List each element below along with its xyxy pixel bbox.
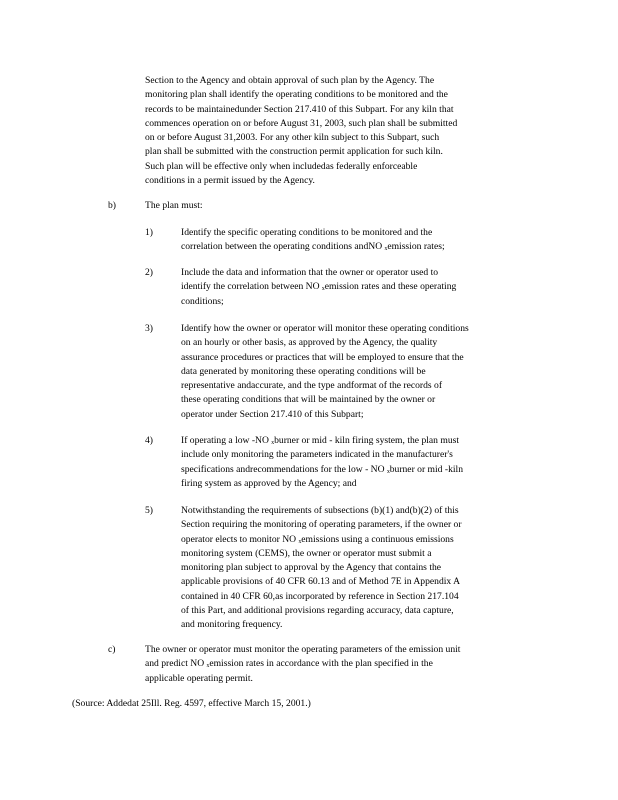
text-line: and predict NO ₓemission rates in accordance with the plan specified in the: [145, 658, 433, 670]
item-5-text: [181, 504, 462, 633]
text-line: contained in 40 CFR 60,as incorporated by reference in Section 217.104: [181, 590, 459, 602]
text-line: representative andaccurate, and the type andformat of the records of: [181, 380, 443, 392]
text-line: Include the data and information that the owner or operator used to: [181, 267, 439, 278]
text-line: identify the correlation between NO ₓemission rates and these operating: [181, 281, 457, 293]
text-line: commences operation on or before August 31, 2003, such plan shall be submitted: [145, 117, 458, 129]
text-line: Identify how the owner or operator will monitor these operating conditions: [181, 323, 469, 334]
text-line: Section to the Agency and obtain approval of such plan by the Agency. The: [145, 75, 435, 86]
text-line: records to be maintainedunder Section 217.410 of this Subpart. For any kiln that: [145, 103, 454, 115]
text-line: The owner or operator must monitor the operating parameters of the emission unit: [145, 644, 461, 655]
section-b-marker: b): [108, 200, 116, 211]
item-5-number: 5): [145, 505, 153, 516]
source-note: (Source: Addedat 25Ill. Reg. 4597, effective March 15, 2001.): [72, 698, 311, 709]
text-line: plan shall be submitted with the construction permit application for such kiln.: [145, 146, 443, 158]
text-line: If operating a low -NO ₓburner or mid - kiln firing system, the plan must: [181, 435, 460, 446]
text-line: on an hourly or other basis, as approved by the Agency, the quality: [181, 337, 438, 349]
item-1-number: 1): [145, 227, 153, 238]
item-2-number: 2): [145, 267, 153, 278]
text-line: applicable provisions of 40 CFR 60.13 and of Method 7E in Appendix A: [181, 576, 460, 588]
text-line: firing system as approved by the Agency; and: [181, 477, 357, 489]
text-line: applicable operating permit.: [145, 672, 253, 684]
text-line: monitoring plan shall identify the operating conditions to be monitored and the: [145, 89, 448, 101]
text-line: conditions;: [181, 295, 224, 307]
text-line: specifications andrecommendations for the low - NO ₓburner or mid -kiln: [181, 463, 463, 475]
text-line: on or before August 31,2003. For any other kiln subject to this Subpart, such: [145, 132, 440, 144]
text-line: monitoring plan subject to approval by the Agency that contains the: [181, 562, 442, 574]
text-line: conditions in a permit issued by the Agency.: [145, 175, 315, 187]
text-line: correlation between the operating conditions andNO ₓemission rates;: [181, 241, 445, 253]
text-line: assurance procedures or practices that will be employed to ensure that the: [181, 351, 464, 363]
text-line: monitoring system (CEMS), the owner or operator must submit a: [181, 547, 432, 559]
item-2-text: [181, 266, 456, 309]
section-c-marker: c): [108, 644, 116, 655]
text-line: and monitoring frequency.: [181, 619, 283, 631]
intro-paragraph: [145, 74, 457, 188]
section-c-text: [145, 643, 460, 686]
item-4-text: [181, 434, 463, 491]
text-line: operator under Section 217.410 of this Subpart;: [181, 408, 364, 420]
text-line: include only monitoring the parameters indicated in the manufacturer's: [181, 449, 453, 461]
text-line: Such plan will be effective only when includedas federally enforceable: [145, 160, 418, 172]
text-line: of this Part, and additional provisions regarding accuracy, data capture,: [181, 605, 454, 617]
text-line: Section requiring the monitoring of operating parameters, if the owner or: [181, 519, 462, 531]
item-4-number: 4): [145, 435, 153, 446]
text-line: these operating conditions that will be maintained by the owner or: [181, 394, 436, 406]
item-1-text: [181, 226, 445, 255]
text-line: Notwithstanding the requirements of subsections (b)(1) and(b)(2) of this: [181, 505, 459, 516]
text-line: operator elects to monitor NO ₓemissions using a continuous emissions: [181, 533, 454, 545]
text-line: data generated by monitoring these operating conditions will be: [181, 365, 426, 377]
section-b-heading: The plan must:: [145, 200, 203, 211]
text-line: Identify the specific operating conditions to be monitored and the: [181, 227, 433, 238]
item-3-text: [181, 322, 469, 422]
item-3-number: 3): [145, 323, 153, 334]
